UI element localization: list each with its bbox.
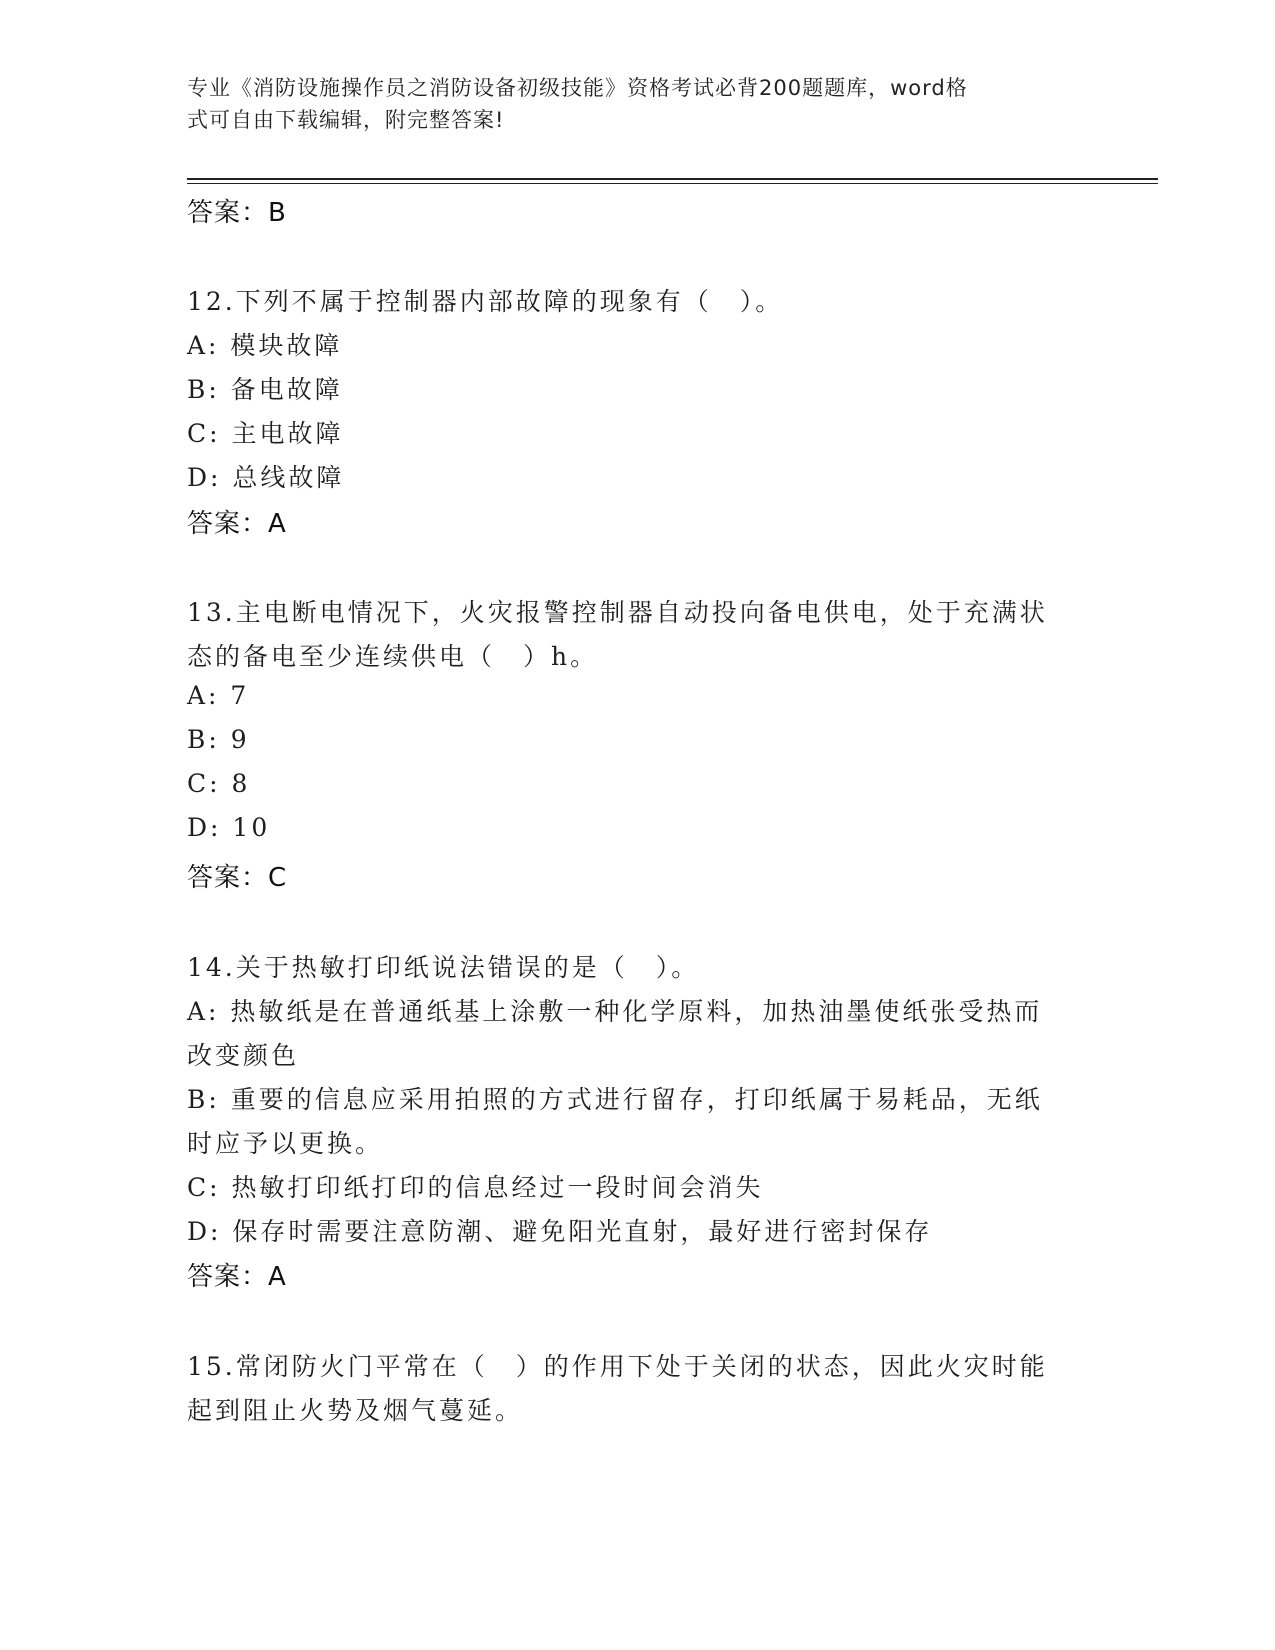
q14-stem: 14.关于热敏打印纸说法错误的是（ ）。: [187, 953, 700, 982]
q14-option-b-line-2: 时应予以更换。: [187, 1129, 384, 1158]
q12-option-d: D: 总线故障: [187, 463, 345, 492]
q14-option-d: D: 保存时需要注意防潮、避免阳光直射，最好进行密封保存: [187, 1217, 933, 1246]
q14-answer: 答案：A: [187, 1262, 287, 1292]
header-line-1: 专业《消防设施操作员之消防设备初级技能》资格考试必背200题题库，word格: [187, 76, 968, 100]
q14-option-a-line-2: 改变颜色: [187, 1041, 300, 1070]
q13-option-b: B: 9: [187, 725, 250, 754]
q13-stem-line-1: 13.主电断电情况下，火灾报警控制器自动投向备电供电，处于充满状: [187, 598, 1048, 627]
q14-option-a-line-1: A: 热敏纸是在普通纸基上涂敷一种化学原料，加热油墨使纸张受热而: [187, 997, 1043, 1026]
q13-option-d: D: 10: [187, 813, 271, 842]
q12-option-b: B: 备电故障: [187, 375, 343, 404]
q13-option-a: A: 7: [187, 681, 250, 710]
page-header: [187, 72, 1067, 136]
q13-stem-line-2: 态的备电至少连续供电（ ）h。: [187, 642, 599, 671]
header-rule-thick: [187, 178, 1158, 180]
q12-stem: 12.下列不属于控制器内部故障的现象有（ ）。: [187, 287, 784, 316]
q14-option-c: C: 热敏打印纸打印的信息经过一段时间会消失: [187, 1173, 764, 1202]
q13-answer: 答案：C: [187, 863, 288, 893]
q12-option-c: C: 主电故障: [187, 419, 344, 448]
q15-stem-line-1: 15.常闭防火门平常在（ ）的作用下处于关闭的状态，因此火灾时能: [187, 1352, 1048, 1381]
q15-stem-line-2: 起到阻止火势及烟气蔓延。: [187, 1396, 524, 1425]
answer-prev: 答案：B: [187, 198, 287, 228]
q12-answer: 答案：A: [187, 509, 287, 539]
q12-option-a: A: 模块故障: [187, 331, 343, 360]
header-line-2: 式可自由下载编辑，附完整答案!: [187, 108, 505, 132]
q13-option-c: C: 8: [187, 769, 251, 798]
q14-option-b-line-1: B: 重要的信息应采用拍照的方式进行留存，打印纸属于易耗品，无纸: [187, 1085, 1043, 1114]
header-rule-thin: [187, 183, 1158, 184]
